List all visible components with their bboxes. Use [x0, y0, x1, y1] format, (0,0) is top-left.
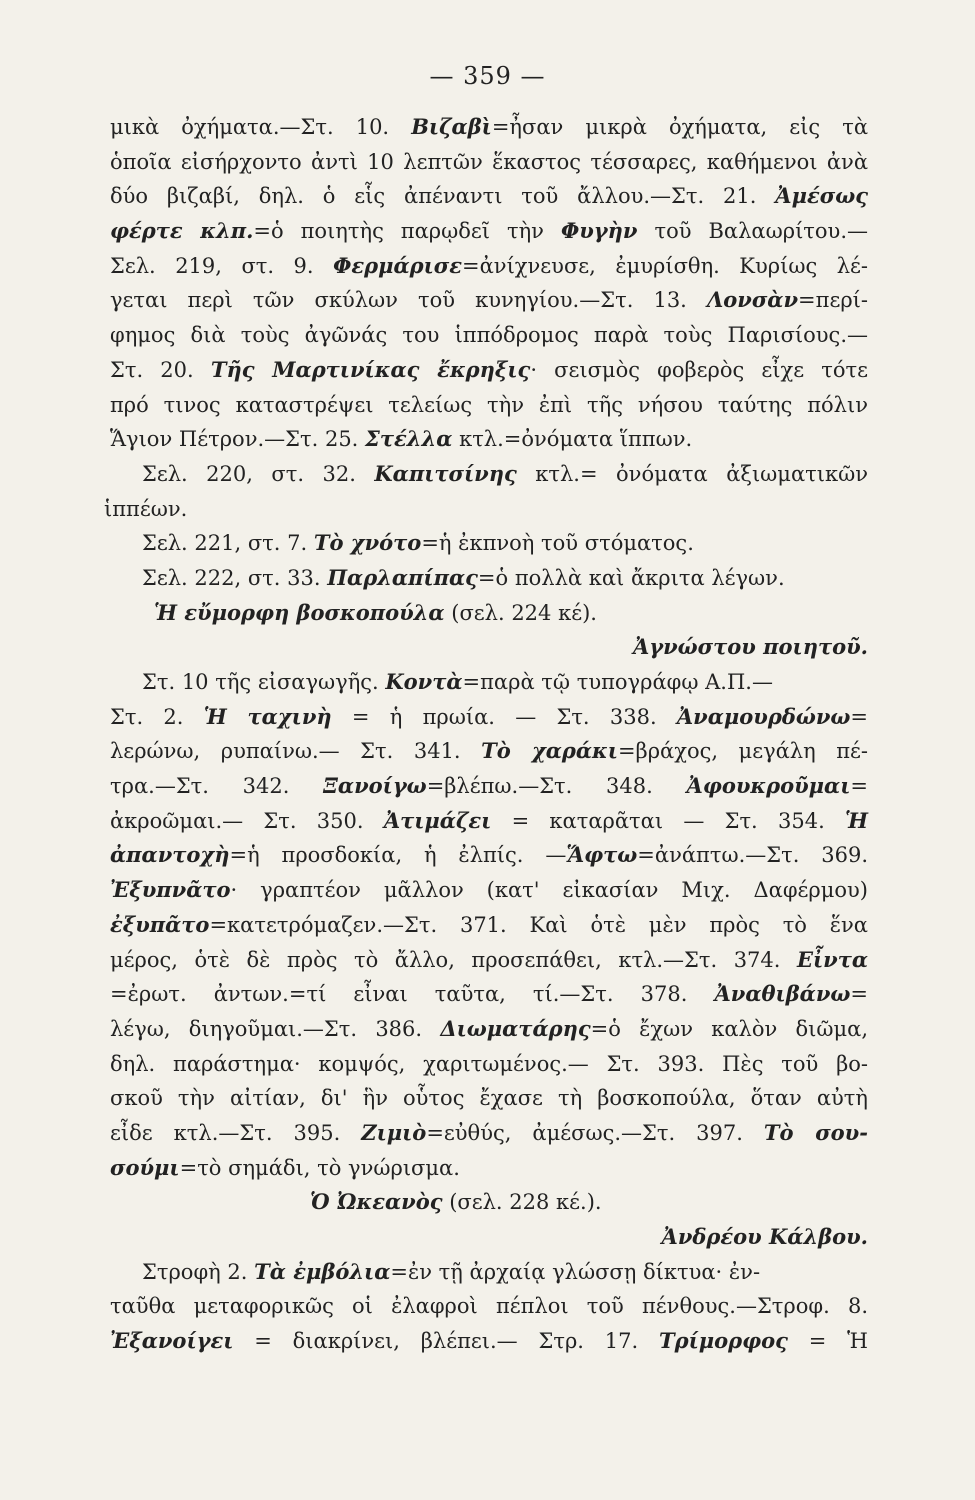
text-segment: κτλ.= ὀνόματα ἀξιωματικῶν: [516, 461, 868, 486]
emphasized-term: ἀπαντοχὴ: [110, 842, 230, 868]
emphasized-term: Ἡ: [845, 807, 868, 833]
emphasized-term: Εἶντα: [796, 946, 868, 972]
text-segment: Σελ. 220, στ. 32.: [142, 461, 375, 486]
text-line: [110, 353, 868, 388]
text-segment: = καταρᾶται — Στ. 354.: [491, 808, 846, 833]
emphasized-term: Βιζαβὶ: [411, 114, 492, 139]
emphasized-term: Ἡ εὔμορφη βοσκοπούλα: [154, 599, 445, 625]
text-segment: λερώνω, ρυπαίνω.— Στ. 341.: [110, 739, 482, 764]
emphasized-term: Ἐξανοίγει: [110, 1328, 234, 1354]
text-segment: =ἀνάπτω.—Στ. 369.: [637, 843, 868, 868]
text-segment: ὁποῖα εἰσήρχοντο ἀντὶ 10 λεπτῶν ἕκαστος τέσσαρες, καθήμενοι ἀνὰ: [110, 149, 868, 174]
text-line: [110, 1289, 868, 1324]
text-line: [110, 838, 868, 873]
text-line: [110, 943, 868, 978]
text-segment: =ἐν τῇ ἀρχαίᾳ γλώσσῃ δίκτυα· ἐν-: [390, 1259, 761, 1284]
text-segment: Στ. 10 τῆς εἰσαγωγῆς.: [142, 670, 386, 694]
emphasized-term: Τὸ χαράκι: [481, 738, 618, 764]
text-line: [110, 1185, 868, 1220]
text-segment: μέρος, ὁτὲ δὲ πρὸς τὸ ἄλλο, προσεπάθει, κτλ.—Στ. 374.: [110, 947, 797, 972]
text-line: [104, 492, 868, 527]
emphasized-term: Ἀνδρέου Κάλβου.: [661, 1224, 868, 1249]
text-line: [110, 283, 868, 318]
text-segment: γεται περὶ τῶν σκύλων τοῦ κυνηγίου.—Στ. 13.: [110, 288, 707, 313]
text-line: [110, 110, 868, 145]
text-segment: · γραπτέον μᾶλλον (κατ' εἰκασίαν Μιχ. Δαφέρμου): [230, 878, 868, 903]
text-segment: Ἅγιον Πέτρον.—Στ. 25.: [110, 427, 366, 452]
emphasized-term: ἐξυπᾶτο: [110, 911, 210, 937]
text-line: [110, 1220, 868, 1255]
text-segment: = διακρίνει, βλέπει.— Στρ. 17.: [233, 1329, 660, 1354]
text-line: [110, 145, 868, 180]
text-segment: =: [850, 982, 868, 1007]
text-line: [110, 526, 868, 561]
page-number: — 359 —: [429, 62, 546, 90]
emphasized-term: Φυγὴν: [560, 218, 638, 244]
text-line: [110, 700, 868, 735]
text-segment: =παρὰ τῷ τυπογράφῳ Α.Π.—: [462, 670, 773, 694]
text-line: [110, 908, 868, 943]
text-line: [110, 804, 868, 839]
text-line: [110, 179, 868, 214]
text-segment: λέγω, διηγοῦμαι.—Στ. 386.: [110, 1016, 441, 1041]
text-segment: Σελ. 222, στ. 33.: [142, 565, 328, 590]
text-segment: Σελ. 221, στ. 7.: [142, 531, 314, 556]
text-segment: =ἡ ἐκπνοὴ τοῦ στόματος.: [421, 531, 694, 556]
emphasized-term: Ζιμιὸ: [361, 1119, 427, 1145]
text-line: [110, 1012, 868, 1047]
emphasized-term: Ξανοίγω: [323, 773, 427, 799]
text-segment: =εὐθύς, ἀμέσως.—Στ. 397.: [426, 1120, 764, 1145]
text-line: [110, 1116, 868, 1151]
text-segment: =ἐρωτ. ἀντων.=τί εἶναι ταῦτα, τί.—Στ. 378.: [110, 982, 715, 1007]
text-line: [110, 873, 868, 908]
emphasized-term: Κοντὰ: [385, 669, 463, 694]
text-segment: =βράχος, μεγάλη πέ-: [617, 739, 869, 764]
text-segment: πρό τινος καταστρέψει τελείως τὴν ἐπὶ τῆς νήσου ταύτης πόλιν: [110, 392, 868, 417]
text-segment: ἀκροῶμαι.— Στ. 350.: [110, 808, 384, 833]
text-segment: = ἡ πρωία. — Στ. 338.: [331, 704, 677, 729]
text-segment: τοῦ Βαλαωρίτου.—: [637, 219, 869, 244]
emphasized-term: Τὰ ἐμβόλια: [254, 1258, 391, 1284]
emphasized-term: Ἀναθιβάνω: [714, 981, 851, 1007]
text-segment: = Ἡ: [787, 1329, 868, 1354]
text-segment: Στροφὴ 2.: [142, 1259, 255, 1284]
text-line: [110, 318, 868, 353]
text-segment: ταῦθα μεταφορικῶς οἱ ἐλαφροὶ πέπλοι τοῦ πένθους.—Στροφ. 8.: [110, 1294, 868, 1319]
emphasized-term: Ἀμέσως: [775, 183, 868, 209]
text-line: [110, 561, 868, 596]
text-segment: σκοῦ τὴν αἰτίαν, δι' ἣν οὗτος ἔχασε τὴ βοσκοπούλα, ὅταν αὐτὴ: [110, 1086, 868, 1111]
text-segment: εἶδε κτλ.—Στ. 395.: [110, 1120, 362, 1145]
text-segment: =ὁ πολλὰ καὶ ἄκριτα λέγων.: [477, 565, 785, 590]
emphasized-term: σούμι: [110, 1154, 180, 1180]
emphasized-term: Ἀφουκροῦμαι: [686, 773, 851, 799]
emphasized-term: Ἡ ταχινὴ: [203, 703, 332, 729]
text-segment: =: [850, 774, 868, 799]
text-line: [110, 1151, 868, 1186]
text-line: [110, 1081, 868, 1116]
text-line: [110, 596, 868, 631]
emphasized-term: Ἀγνώστου ποιητοῦ.: [632, 634, 868, 660]
text-line: [110, 1255, 868, 1290]
text-segment: =ὁ ποιητὴς παρῳδεῖ τὴν: [253, 219, 561, 244]
emphasized-term: Διωματάρης: [440, 1015, 591, 1041]
text-segment: · σεισμὸς φοβερὸς εἶχε τότε: [530, 357, 869, 382]
text-segment: (σελ. 224 κέ).: [444, 600, 597, 625]
text-segment: =ἡ προσδοκία, ἡ ἐλπίς. —: [229, 843, 567, 868]
text-line: [110, 457, 868, 492]
text-segment: ἱππέων.: [104, 496, 188, 521]
text-segment: (σελ. 228 κέ.).: [442, 1190, 602, 1215]
text-segment: Στ. 2.: [110, 704, 204, 729]
emphasized-term: φέρτε κλπ.: [110, 218, 254, 244]
text-line: [110, 249, 868, 284]
text-segment: =ὁ ἔχων καλὸν διῶμα,: [590, 1016, 868, 1041]
text-line: [110, 388, 868, 423]
text-line: [110, 422, 868, 457]
text-segment: τρα.—Στ. 342.: [110, 774, 324, 799]
emphasized-term: Παρλαπίπας: [327, 564, 478, 590]
text-line: [110, 977, 868, 1012]
emphasized-term: Τὸ σου-: [763, 1119, 868, 1145]
text-segment: =περί-: [798, 288, 868, 313]
text-line: [110, 1324, 868, 1359]
text-line: [110, 769, 868, 804]
text-segment: φημος διὰ τοὺς ἀγῶνάς του ἱππόδρομος παρὰ τοὺς Παρισίους.—: [110, 323, 868, 348]
text-line: [110, 630, 868, 665]
emphasized-term: Τῆς Μαρτινίκας ἔκρηξις: [210, 356, 531, 382]
text-segment: =: [850, 704, 868, 729]
emphasized-term: Ἅφτω: [566, 842, 638, 868]
text-segment: =τὸ σημάδι, τὸ γνώρισμα.: [179, 1155, 460, 1180]
emphasized-term: Τὸ χνότο: [313, 530, 422, 556]
emphasized-term: Τρίμορφος: [659, 1328, 788, 1354]
text-segment: =κατετρόμαζεν.—Στ. 371. Καὶ ὁτὲ μὲν πρὸς τὸ ἕνα: [209, 912, 868, 937]
text-segment: Στ. 20.: [110, 357, 211, 382]
emphasized-term: Ἀναμουρδώνω: [676, 703, 851, 729]
emphasized-term: Φερμάρισε: [333, 252, 463, 278]
text-segment: δύο βιζαβί, δηλ. ὁ εἷς ἀπέναντι τοῦ ἄλλου.—Στ. 21.: [110, 184, 776, 209]
text-segment: =βλέπω.—Στ. 348.: [426, 774, 687, 799]
text-segment: =ἦσαν μικρὰ ὀχήματα, εἰς τὰ: [491, 115, 868, 139]
text-line: [110, 214, 868, 249]
text-segment: κτλ.=ὀνόματα ἵππων.: [452, 427, 693, 452]
text-segment: =ἀνίχνευσε, ἐμυρίσθη. Κυρίως λέ-: [462, 253, 868, 278]
text-line: [110, 1047, 868, 1082]
body-text: [104, 110, 869, 1359]
text-line: [110, 734, 868, 769]
emphasized-term: Λονσὰν: [706, 287, 799, 313]
emphasized-term: Ὁ Ὠκεανὸς: [310, 1189, 443, 1215]
emphasized-term: Καπιτσίνης: [374, 460, 517, 486]
emphasized-term: Στέλλα: [365, 426, 453, 452]
text-segment: δηλ. παράστημα· κομψός, χαριτωμένος.— Στ. 393. Πὲς τοῦ βο-: [110, 1051, 868, 1076]
text-segment: Σελ. 219, στ. 9.: [110, 253, 334, 278]
emphasized-term: Ἀτιμάζει: [383, 807, 492, 833]
text-line: [110, 665, 868, 700]
text-segment: μικὰ ὀχήματα.—Στ. 10.: [110, 115, 412, 139]
emphasized-term: Ἐξυπνᾶτο: [110, 877, 231, 903]
